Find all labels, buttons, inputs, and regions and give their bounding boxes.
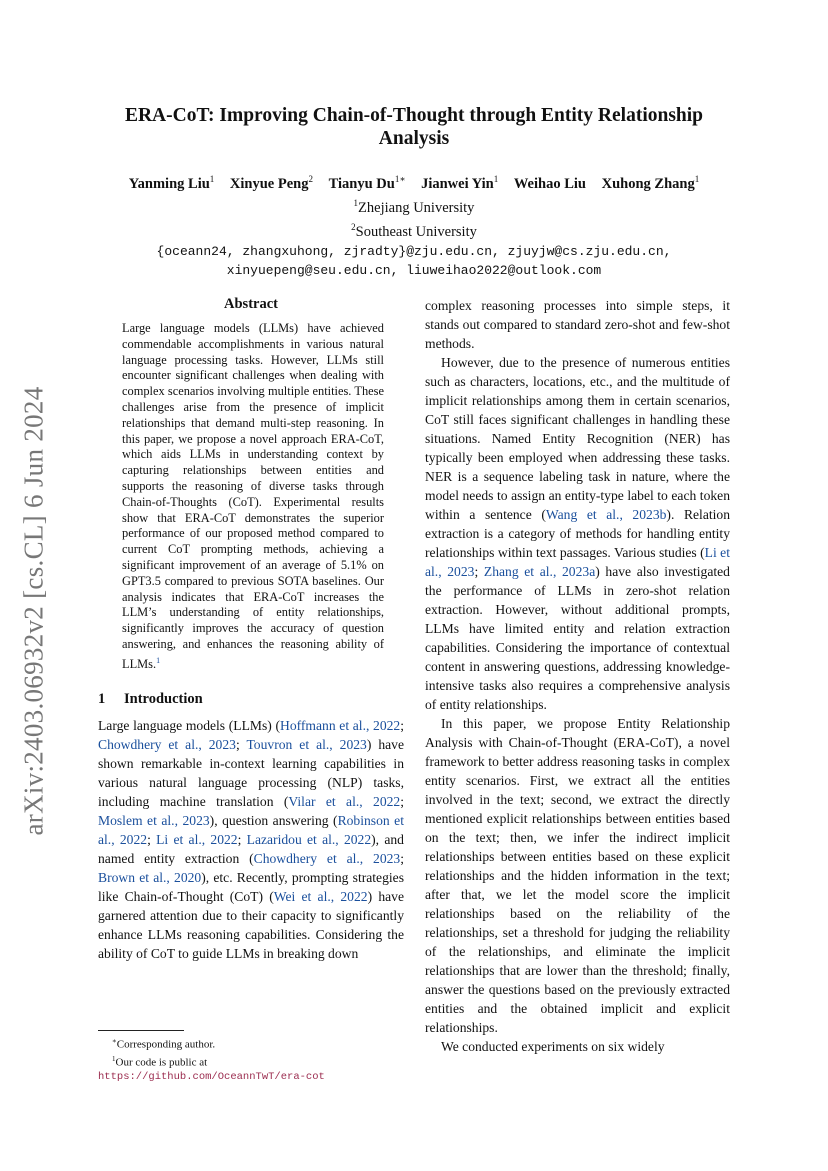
citation-link[interactable]: Robinson et al., 2022 <box>98 812 404 847</box>
author: Xinyue Peng$^2$ <box>229 174 313 192</box>
citation-link[interactable]: Brown et al., 2020 <box>98 869 202 885</box>
affiliation: $^1$Zhejiang University <box>353 198 475 216</box>
citation-link[interactable]: Wang et al., 2023b <box>545 507 667 522</box>
affiliation: $^2$Southeast University <box>351 222 477 240</box>
author: Tianyu $Du^{1∗}$ <box>328 174 406 192</box>
citation-link[interactable]: Hoffmann et al., 2022 <box>280 717 401 733</box>
email-line-2: xinyuepeng@seu.edu.cn, liuweihao2022@outlook.com <box>226 263 602 278</box>
citation-link[interactable]: Zhang et al., 2023a <box>483 564 596 579</box>
footnote-ref[interactable]: 1 <box>156 655 161 665</box>
intro-paragraph: Large language models (LLMs) (Hoffmann et al., 2022; Chowdhery et al., 2023; Touvron et al., 2023) have shown remarkable in-context learning capabilities in various natural language processing (NLP) tasks, including machine translation (Vilar et al., 2022; Moslem et al., 2023), question answering (Robinson et al., 2022; Li et al., 2022; Lazaridou et al., 2022), and named entity extraction (Chowdhery et al., 2023; Brown et al., 2020), etc. Recently, prompting strategies like Chain-of-Thought (CoT) (Wei et al., 2022) have garnered attention due to their capacity to significantly enhance LLMs reasoning capabilities. Considering the ability of CoT to guide LLMs in breaking down <box>98 717 405 961</box>
paper-title <box>90 104 738 150</box>
right-column <box>425 296 730 1056</box>
left-column <box>98 296 404 963</box>
footnote-code: $^1$Our code is public at https://github.com/OceannTwT/era-cot <box>98 1054 325 1084</box>
citation-link[interactable]: Chowdhery et al., 2023 <box>98 736 236 752</box>
citation-link[interactable]: Lazaridou et al., 2022 <box>246 831 372 847</box>
arxiv-stamp <box>14 376 54 846</box>
footnote-rule <box>98 1030 184 1031</box>
footnote-corresponding: ∗Corresponding author. <box>112 1037 216 1051</box>
footnotes <box>98 1030 404 1084</box>
body-paragraph: However, due to the presence of numerous entities such as characters, locations, etc., and the multitude of implicit relationships among them in certain scenarios, CoT still faces significant challenges in handling these situations. Named Entity Recognition (NER) has typically been employed when addressing these tasks. NER is a sequence labeling task in nature, where the model needs to assign an entity-type label to each token within a sentence (Wang et al., 2023b). Relation extraction is a category of methods for handling entity relationships within text passages. Various studies (Li et al., 2023; Zhang et al., 2023a) have also investigated the performance of LLMs in zero-shot relation extraction. However, without additional prompts, LLMs have limited entity and relation extraction capabilities. Considering the importance of contextual content in answering questions, addressing knowledge-intensive tasks also requires a comprehensive analysis of entity relationships. <box>425 355 730 712</box>
citation-link[interactable]: Li et al., 2022 <box>156 831 238 847</box>
citation-link[interactable]: Li et al., 2023 <box>425 545 730 579</box>
code-url-link[interactable]: https://github.com/OceannTwT/era-cot <box>98 1071 325 1084</box>
author: Yanming Liu$^1$ <box>128 174 215 192</box>
abstract-heading: Abstract <box>224 296 278 312</box>
section-heading-introduction: 1 Introduction <box>98 690 203 707</box>
citation-link[interactable]: Vilar et al., 2022 <box>288 793 401 809</box>
abstract-text: Large language models (LLMs) have achieved commendable accomplishments in various natural language processing tasks. However, LLMs still encounter significant challenges when dealing with complex scenarios involving multiple entities. These challenges arise from the presence of implicit relationships that demand multi-step reasoning. In this paper, we propose a novel approach ERA-CoT, which aids LLMs in understanding context by capturing relationships between entities and supports the reasoning of diverse tasks through Chain-of-Thoughts (CoT). Experimental results show that ERA-CoT demonstrates the superior performance of our proposed method compared to current CoT prompting methods, achieving a significant improvement of an average of 5.1% on GPT3.5 compared to previous SOTA baselines. Our analysis indicates that ERA-CoT increases the LLM’s understanding of entity relationships, significantly improves the accuracy of question answering, and enhances the reasoning ability of LLMs.$^1$ <box>122 321 384 671</box>
body-paragraph: complex reasoning processes into simple steps, it stands out compared to standard zero-shot and few-shot methods. <box>425 298 730 351</box>
citation-link[interactable]: Touvron et al., 2023 <box>246 736 367 752</box>
email-line-1: {oceann24, zhangxuhong, zjradty}@zju.edu.cn, zjuyjw@cs.zju.edu.cn, <box>156 244 672 259</box>
citation-link[interactable]: Wei et al., 2022 <box>273 888 368 904</box>
title-line-2: Analysis <box>378 128 450 149</box>
arxiv-id: arXiv:2403.06932v2 [cs.CL] 6 Jun 2024 <box>18 386 49 836</box>
author: Weihao Liu <box>513 176 586 192</box>
author: Jianwei Yin$^1$ <box>421 174 499 192</box>
citation-link[interactable]: Chowdhery et al., 2023 <box>253 850 401 866</box>
author: Xuhong Zhang$^1$ <box>601 174 700 192</box>
body-paragraph: We conducted experiments on six widely <box>441 1039 665 1054</box>
body-paragraph: In this paper, we propose Entity Relationship Analysis with Chain-of-Thought (ERA-CoT), a novel framework to better address reasoning tasks in complex entity scenarios. First, we extract all the entities involved in the text; second, we extract the directly mentioned explicit relationships between entities based on the text; then, we infer the indirect implicit relationships between entities based on these explicit relationships and the hidden information in the text; after that, we let the model score the implicit relationships based on the reliability of the relationships, set a threshold for judging the reliability of the relationships, and eliminate the implicit relationships that are lower than the threshold; finally, answer the questions based on the previously extracted entities and the obtained implicit and explicit relationships. <box>425 716 730 1035</box>
author-emails <box>90 242 738 280</box>
paper-header <box>90 104 738 280</box>
title-line-1: ERA-CoT: Improving Chain-of-Thought through Entity Relationship <box>124 105 704 126</box>
author-list <box>90 170 738 194</box>
citation-link[interactable]: Moslem et al., 2023 <box>98 812 210 828</box>
